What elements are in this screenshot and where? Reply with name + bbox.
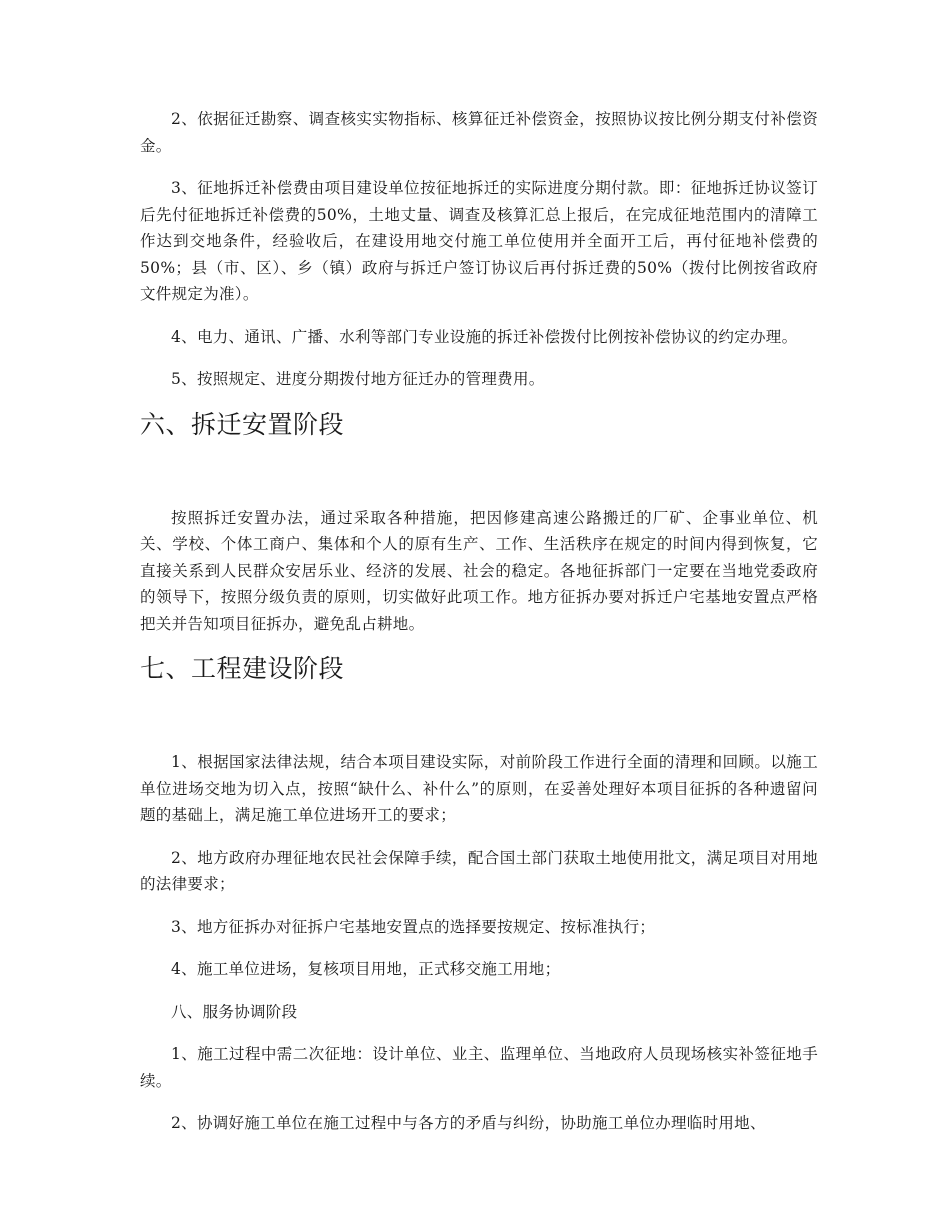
paragraph-service-item-1: 1、施工过程中需二次征地：设计单位、业主、监理单位、当地政府人员现场核实补签征地手续。 [140, 1045, 818, 1090]
section-heading-construction: 七、工程建设阶段 [140, 654, 345, 683]
paragraph-construction-item-4: 4、施工单位进场，复核项目用地，正式移交施工用地； [171, 960, 561, 978]
paragraph-payment-item-2: 2、依据征迁勘察、调查核实实物指标、核算征迁补偿资金，按照协议按比例分期支付补偿资金。 [140, 110, 818, 155]
subheading-service-coordination: 八、服务协调阶段 [171, 1002, 298, 1021]
section-heading-relocation: 六、拆迁安置阶段 [140, 409, 345, 439]
paragraph-construction-item-3: 3、地方征拆办对征拆户宅基地安置点的选择要按规定、按标准执行； [171, 917, 656, 936]
paragraph-construction-item-1: 1、根据国家法律法规，结合本项目建设实际，对前阶段工作进行全面的清理和回顾。以施工单位进场交地为切入点，按照“缺什么、补什么”的原则，在妥善处理好本项目征拆的各种遗留问题的基础上，满足施工单位进场开工的要求； [140, 753, 818, 824]
paragraph-service-item-2: 2、协调好施工单位在施工过程中与各方的矛盾与纠纷，协助施工单位办理临时用地、 [171, 1114, 766, 1132]
paragraph-payment-item-3: 3、征地拆迁补偿费由项目建设单位按征地拆迁的实际进度分期付款。即：征地拆迁协议签订后先付征地拆迁补偿费的50%，土地丈量、调查及核算汇总上报后，在完成征地范围内的清障工作达到交地条件，经验收后，在建设用地交付施工单位使用并全面开工后，再付征地补偿费的50%；县（市、区）、乡（镇）政府与拆迁户签订协议后再付拆迁费的50%（拨付比例按省政府文件规定为准）。 [140, 179, 818, 303]
document-page [140, 106, 818, 1153]
paragraph-construction-item-2: 2、地方政府办理征地农民社会保障手续，配合国土部门获取土地使用批文，满足项目对用地的法律要求； [140, 848, 818, 893]
paragraph-payment-item-5: 5、按照规定、进度分期拨付地方征迁办的管理费用。 [171, 370, 545, 388]
paragraph-relocation-body: 按照拆迁安置办法，通过采取各种措施，把因修建高速公路搬迁的厂矿、企事业单位、机关、学校、个体工商户、集体和个人的原有生产、工作、生活秩序在规定的时间内得到恢复，它直接关系到人民群众安居乐业、经济的发展、社会的稳定。各地征拆部门一定要在当地党委政府的领导下，按照分级负责的原则，切实做好此项工作。地方征拆办要对拆迁户宅基地安置点严格把关并告知项目征拆办，避免乱占耕地。 [140, 508, 818, 633]
paragraph-payment-item-4: 4、电力、通讯、广播、水利等部门专业设施的拆迁补偿拨付比例按补偿协议的约定办理。 [171, 327, 798, 346]
